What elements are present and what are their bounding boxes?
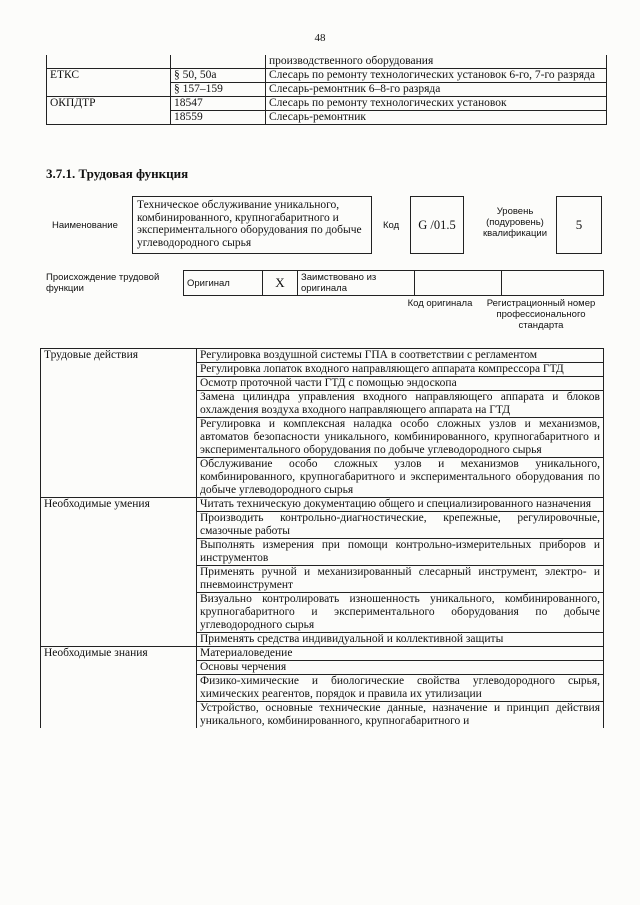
- code-cell: 18547: [171, 97, 266, 111]
- code-cell: § 157–159: [171, 83, 266, 97]
- table-row: [41, 498, 604, 512]
- skills-label: Необходимые умения: [41, 498, 197, 512]
- function-name-box: Техническое обслуживание уникального, комбинированного, крупногабаритного и экспериментального оборудования по добыче углеводородного сырья: [132, 196, 372, 254]
- code-cell: 18559: [171, 111, 266, 125]
- table-row: [41, 363, 604, 377]
- action-item: Регулировка лопаток входного направляющего аппарата компрессора ГТД: [197, 363, 604, 377]
- action-item: Осмотр проточной части ГТД с помощью эндоскопа: [197, 377, 604, 391]
- borrowed-cell: Заимствовано из оригинала: [298, 271, 415, 296]
- skill-item: Выполнять измерения при помощи контрольно-измерительных приборов и инструментов: [197, 539, 604, 566]
- code-cell: § 50, 50а: [171, 69, 266, 83]
- reg-number-caption: Регистрационный номер профессионального стандарта: [486, 298, 596, 331]
- knowledge-item: Основы черчения: [197, 661, 604, 675]
- original-mark: X: [263, 271, 298, 296]
- table-row: [41, 377, 604, 391]
- skill-item: Производить контрольно-диагностические, крепежные, регулировочные, смазочные работы: [197, 512, 604, 539]
- name-cell: Слесарь-ремонтник 6–8-го разряда: [266, 83, 607, 97]
- knowledge-item: Физико-химические и биологические свойства углеводородного сырья, химических реагентов, порядок и правила их утилизации: [197, 675, 604, 702]
- name-cell: Слесарь по ремонту технологических установок 6-го, 7-го разряда: [266, 69, 607, 83]
- system-cell: ОКПДТР: [47, 97, 171, 125]
- skill-item: Читать техническую документацию общего и специализированного назначения: [197, 498, 604, 512]
- action-item: Замена цилиндра управления входного направляющего аппарата и блоков охлаждения воздуха входного направляющего аппарата на ГТД: [197, 391, 604, 418]
- knowledge-item: Материаловедение: [197, 647, 604, 661]
- table-row: [41, 391, 604, 418]
- table-row: [47, 69, 607, 83]
- table-row: [41, 675, 604, 702]
- original-code-cell: [415, 271, 502, 296]
- skill-item: Применять ручной и механизированный слесарный инструмент, электро- и пневмоинструмент: [197, 566, 604, 593]
- skill-item: Применять средства индивидуальной и коллективной защиты: [197, 633, 604, 647]
- knowledge-label: Необходимые знания: [41, 647, 197, 661]
- section-title: 3.7.1. Трудовая функция: [46, 166, 189, 181]
- function-code-box: G /01.5: [410, 196, 464, 254]
- name-cell: производственного оборудования: [266, 55, 607, 69]
- system-cell: [47, 55, 171, 69]
- table-row: [41, 593, 604, 633]
- action-item: Регулировка воздушной системы ГПА в соответствии с регламентом: [197, 349, 604, 363]
- table-row: [41, 349, 604, 363]
- reg-number-cell: [502, 271, 604, 296]
- table-row: [41, 458, 604, 498]
- code-cell: [171, 55, 266, 69]
- action-item: Обслуживание особо сложных узлов и механизмов уникального, комбинированного, крупногабаритного и экспериментального оборудования по добыче углеводородного сырья: [197, 458, 604, 498]
- table-row: [41, 661, 604, 675]
- code-label: Код: [383, 220, 400, 231]
- table-row: [41, 702, 604, 729]
- table-row: [41, 633, 604, 647]
- name-cell: Слесарь по ремонту технологических установок: [266, 97, 607, 111]
- level-box: 5: [556, 196, 602, 254]
- name-cell: Слесарь-ремонтник: [266, 111, 607, 125]
- level-label: Уровень (подуровень) квалификации: [482, 206, 548, 239]
- page-number: 48: [314, 32, 326, 44]
- action-item: Регулировка и комплексная наладка особо сложных узлов и механизмов, автоматов безопасности уникального, комбинированного, крупногабаритного и экспериментального оборудования по добыче углеводородного сырья: [197, 418, 604, 458]
- system-cell: ЕТКС: [47, 69, 171, 97]
- knowledge-item: Устройство, основные технические данные, назначение и принцип действия уникального, комбинированного, крупногабаритного и: [197, 702, 604, 729]
- table-row: [41, 566, 604, 593]
- name-label: Наименование: [52, 220, 118, 231]
- table-row: [41, 512, 604, 539]
- code-original-caption: Код оригинала: [407, 298, 473, 309]
- table-row: [47, 97, 607, 111]
- table-row: [41, 539, 604, 566]
- classification-table: [46, 55, 607, 125]
- origin-label: Происхождение трудовой функции: [46, 272, 160, 294]
- original-cell: Оригинал: [184, 271, 263, 296]
- function-details-table: [40, 348, 604, 728]
- actions-label: Трудовые действия: [41, 349, 197, 363]
- table-row: [41, 418, 604, 458]
- table-row: [47, 55, 607, 69]
- table-row: [41, 647, 604, 661]
- origin-table: [183, 270, 604, 296]
- skill-item: Визуально контролировать изношенность уникального, комбинированного, крупногабаритного и экспериментального оборудования по добыче углеводородного сырья: [197, 593, 604, 633]
